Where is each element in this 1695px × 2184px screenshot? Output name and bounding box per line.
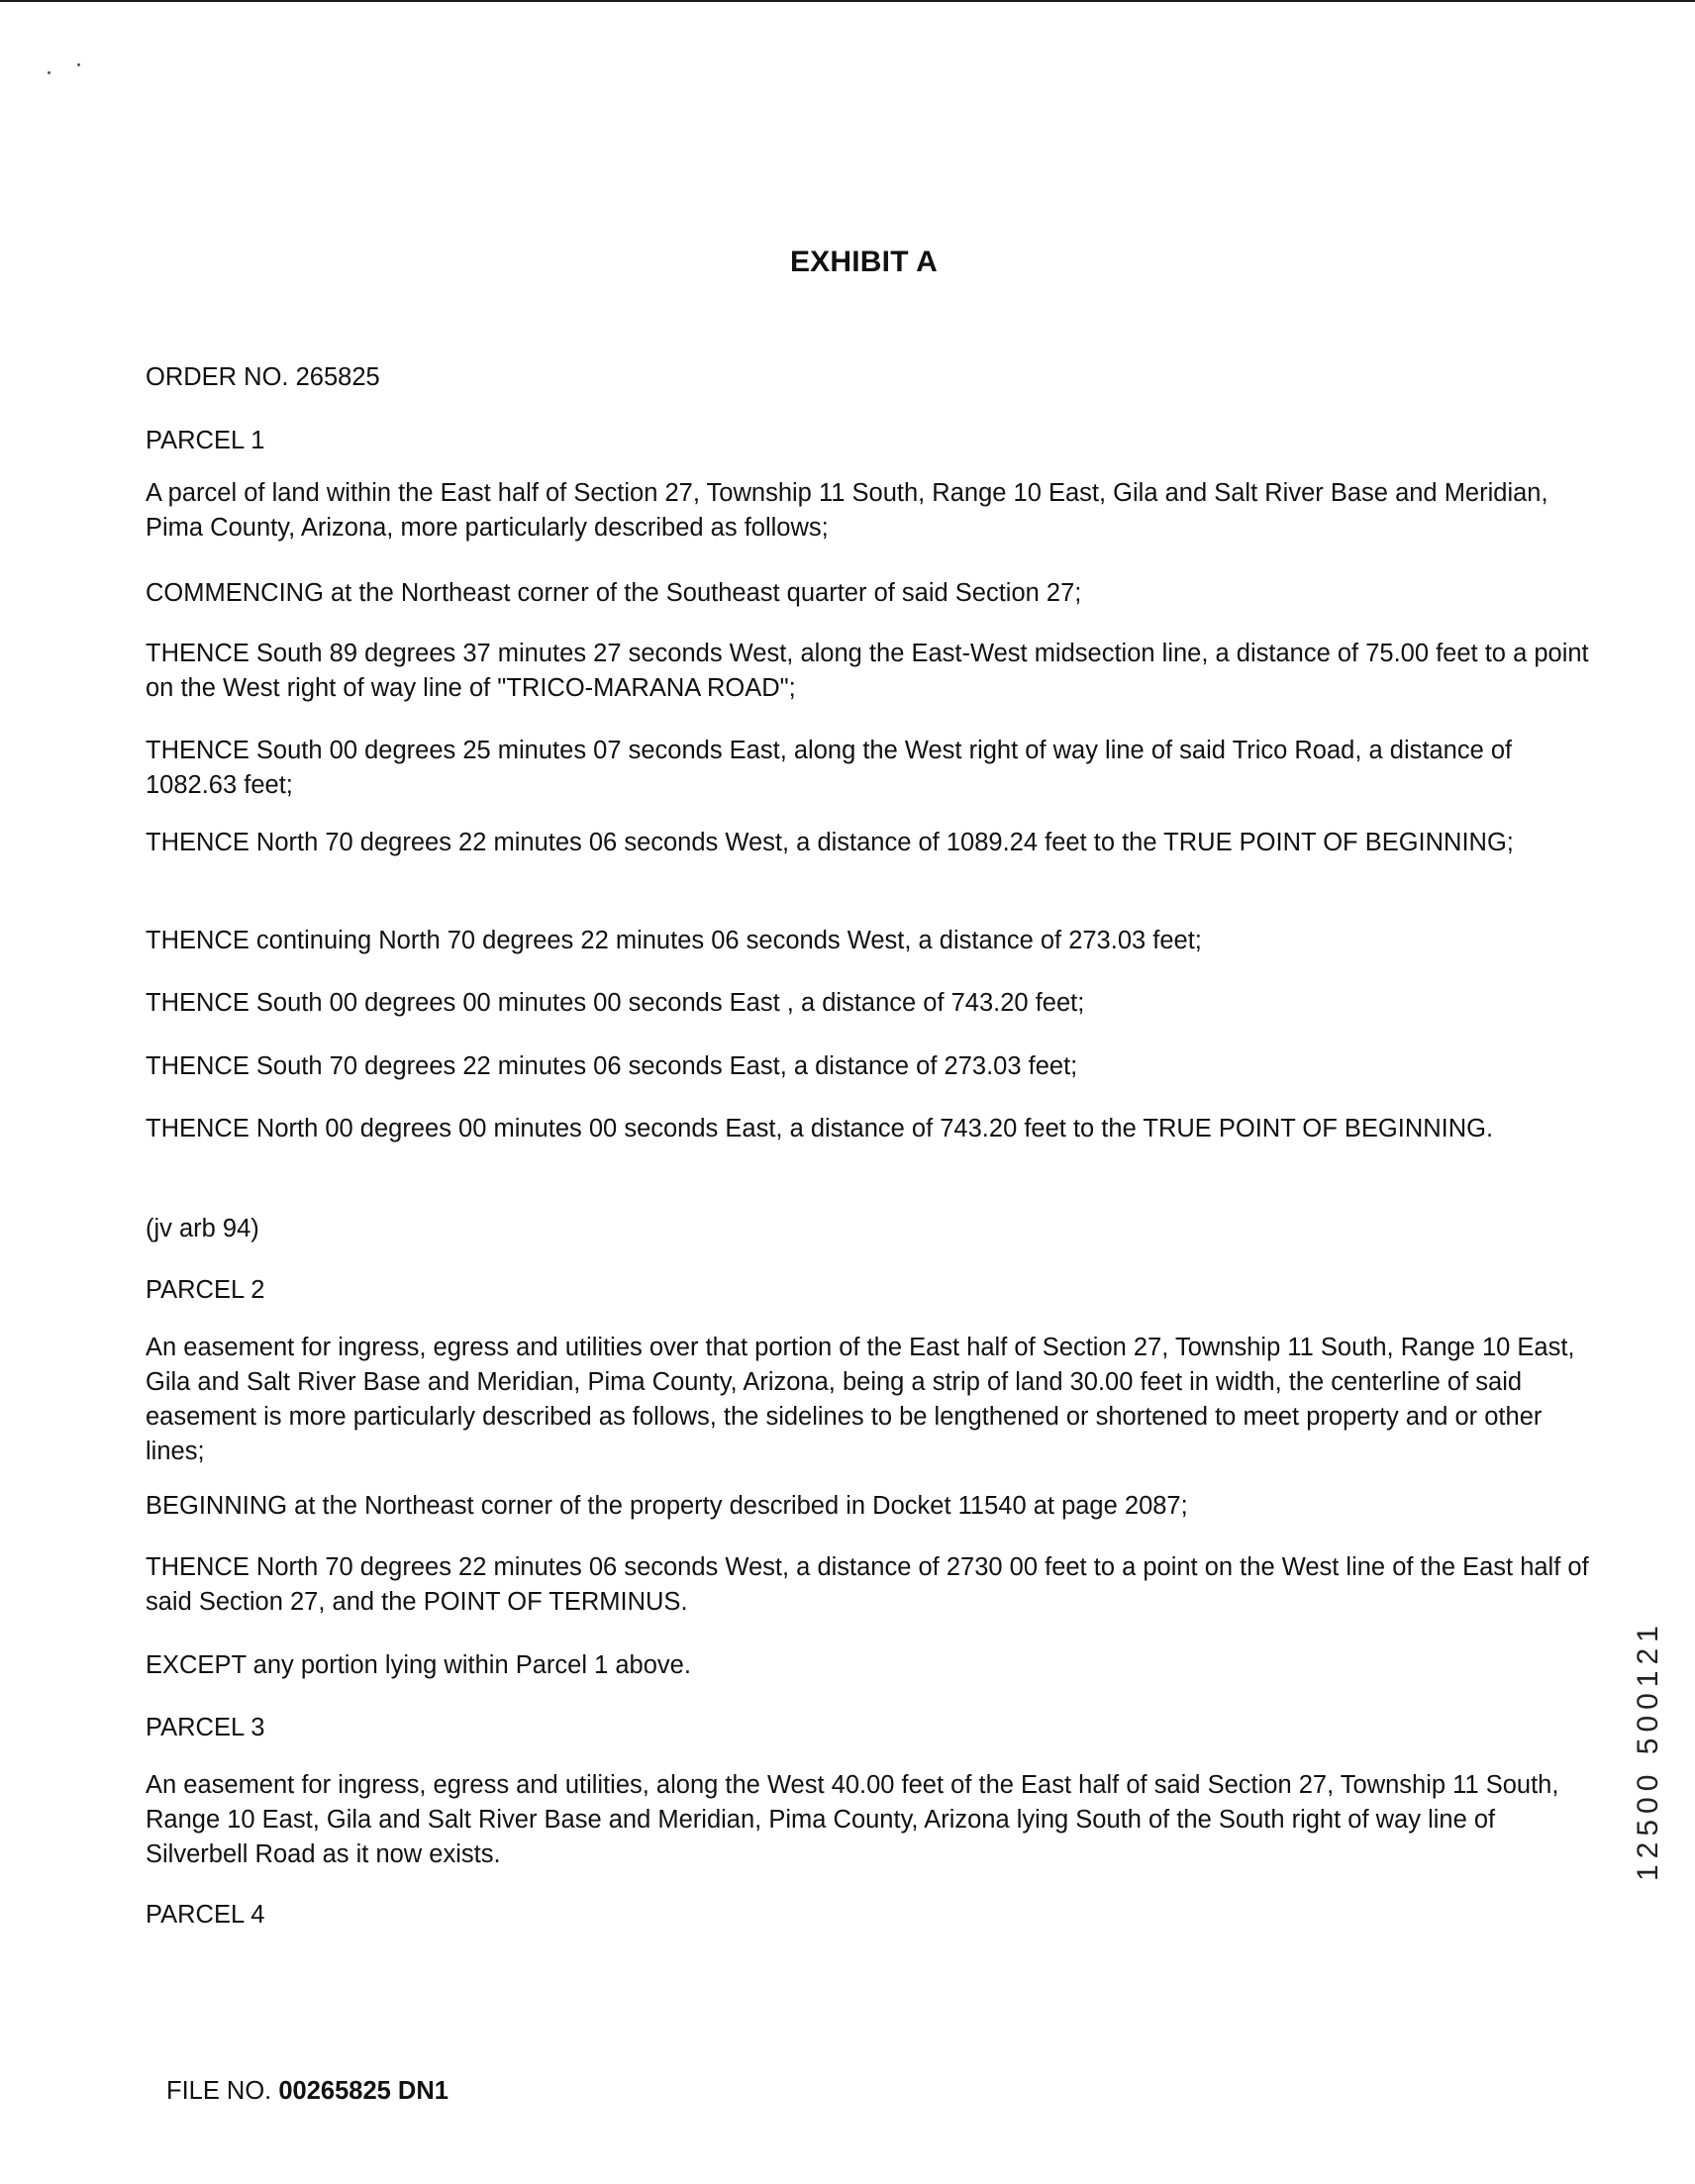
file-number-label: FILE NO. [166, 2077, 279, 2105]
scan-edge-line [0, 0, 1695, 2]
parcel-1-paragraph: THENCE North 00 degrees 00 minutes 00 seconds East, a distance of 743.20 feet to the TRUE POINT OF BEGINNING. [146, 1115, 1494, 1142]
parcel-3-paragraph: An easement for ingress, egress and utilities, along the West 40.00 feet of the East half of said Section 27, Township 11 South, Range 10 East, Gila and Salt River Base and Meridian, Pima County, Arizona lying South of the South right of way line of Silverbell Road as it now exists. [146, 1771, 1559, 1868]
scan-speck [48, 71, 50, 74]
parcel-1-paragraph: THENCE South 70 degrees 22 minutes 06 seconds East, a distance of 273.03 feet; [146, 1052, 1078, 1080]
parcel-3-heading: PARCEL 3 [146, 1714, 265, 1741]
side-stamp [1624, 1594, 1663, 1881]
parcel-1-note: (jv arb 94) [146, 1215, 259, 1242]
parcel-1-paragraph: THENCE South 89 degrees 37 minutes 27 seconds West, along the East-West midsection line, a distance of 75.00 feet to a point on the West right of way line of "TRICO-MARANA ROAD"; [146, 640, 1589, 702]
parcel-1-paragraph: THENCE continuing North 70 degrees 22 minutes 06 seconds West, a distance of 273.03 feet; [146, 927, 1202, 954]
parcel-2-heading: PARCEL 2 [146, 1276, 265, 1304]
scan-speck [77, 63, 80, 66]
exhibit-title: EXHIBIT A [789, 246, 939, 278]
parcel-2-paragraph: An easement for ingress, egress and utilities over that portion of the East half of Section 27, Township 11 South, Range 10 East, Gila and Salt River Base and Meridian, Pima County, Arizona, being a strip of land 30.00 feet in width, the centerline of said easement is more particularly described as follows, the sidelines to be lengthened or shortened to meet property and or other lines; [146, 1334, 1575, 1465]
file-number-value: 00265825 DN1 [278, 2077, 449, 2105]
parcel-1-paragraph: A parcel of land within the East half of Section 27, Township 11 South, Range 10 East, Gila and Salt River Base and Meridian, Pima County, Arizona, more particularly described as follows; [146, 479, 1548, 542]
parcel-1-paragraph: THENCE South 00 degrees 00 minutes 00 seconds East , a distance of 743.20 feet; [146, 989, 1085, 1017]
parcel-1-paragraph: COMMENCING at the Northeast corner of the Southeast quarter of said Section 27; [146, 579, 1082, 607]
order-number: ORDER NO. 265825 [146, 363, 380, 391]
parcel-1-paragraph: THENCE North 70 degrees 22 minutes 06 seconds West, a distance of 1089.24 feet to the TRUE POINT OF BEGINNING; [146, 829, 1514, 856]
parcel-1-heading: PARCEL 1 [146, 427, 265, 454]
side-stamp-text: 12500 500121 [1632, 1620, 1664, 1881]
parcel-4-heading: PARCEL 4 [146, 1901, 265, 1929]
parcel-1-paragraph: THENCE South 00 degrees 25 minutes 07 seconds East, along the West right of way line of said Trico Road, a distance of 1082.63 feet; [146, 737, 1513, 799]
parcel-2-paragraph: EXCEPT any portion lying within Parcel 1 above. [146, 1651, 691, 1679]
parcel-2-paragraph: BEGINNING at the Northeast corner of the property described in Docket 11540 at page 2087; [146, 1492, 1188, 1520]
file-number [166, 2077, 449, 2106]
parcel-2-paragraph: THENCE North 70 degrees 22 minutes 06 seconds West, a distance of 2730 00 feet to a point on the West line of the East half of said Section 27, and the POINT OF TERMINUS. [146, 1553, 1589, 1616]
